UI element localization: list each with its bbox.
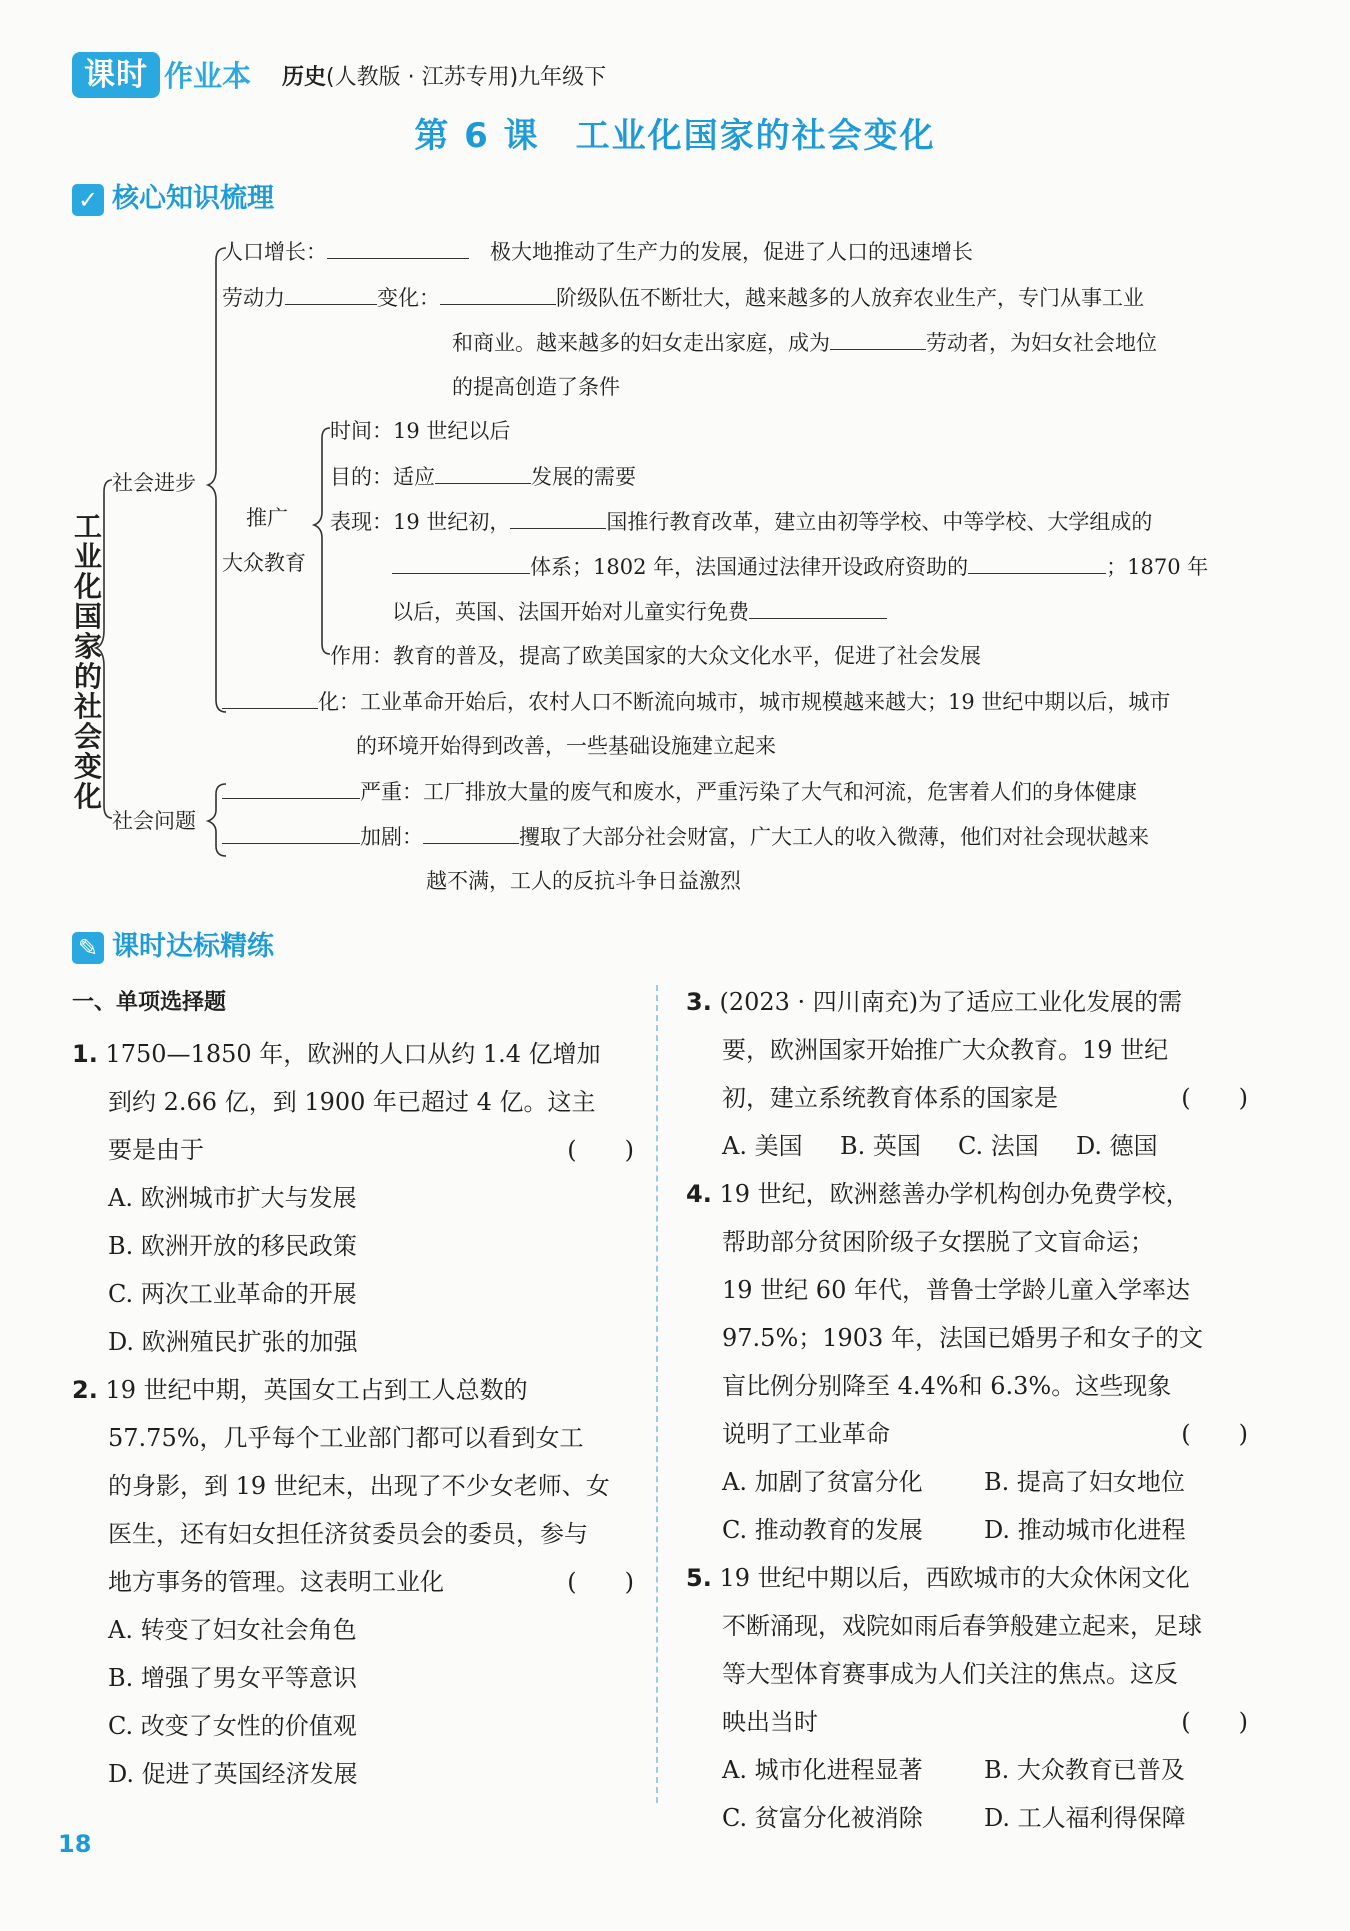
mind-map-braces	[0, 0, 1350, 960]
pencil-icon: ✎	[72, 932, 104, 964]
question-text: 1750—1850 年，欧洲的人口从约 1.4 亿增加	[105, 1040, 601, 1068]
blank	[392, 553, 530, 574]
answer-bracket[interactable]: ( )	[1181, 1420, 1248, 1448]
education-time: 时间：19 世纪以后	[330, 419, 511, 443]
education-show	[330, 508, 1152, 535]
map-population-row	[222, 238, 973, 265]
question-number: 4.	[686, 1180, 712, 1208]
option-d[interactable]: D. 推动城市化进程	[984, 1516, 1186, 1544]
problem-row-2	[222, 823, 1149, 850]
map-labor-row	[222, 284, 1144, 311]
answer-bracket[interactable]: ( )	[1181, 1084, 1248, 1112]
option-d[interactable]: D. 促进了英国经济发展	[108, 1760, 358, 1788]
question-text: 的身影，到 19 世纪末，出现了不少女老师、女	[108, 1472, 610, 1500]
option-c[interactable]: C. 法国	[958, 1132, 1039, 1160]
question-text: 19 世纪中期，英国女工占到工人总数的	[105, 1376, 528, 1404]
labor-text-3: 劳动者，为妇女社会地位	[926, 331, 1157, 355]
urbanization-row-2: 的环境开始得到改善，一些基础设施建立起来	[356, 734, 776, 758]
question-text: 57.75%，几乎每个工业部门都可以看到女工	[108, 1424, 584, 1452]
question-text: 要，欧洲国家开始推广大众教育。19 世纪	[722, 1036, 1169, 1064]
education-show-d: ；1870 年	[1106, 555, 1209, 579]
question-text: 要是由于	[108, 1136, 204, 1164]
blank	[423, 823, 519, 844]
subject-name: 历史	[282, 65, 327, 90]
page-number: 18	[58, 1830, 92, 1858]
education-label-2: 大众教育	[222, 551, 306, 575]
edition-text: (人教版 · 江苏专用)九年级下	[326, 65, 607, 90]
question-4	[686, 1170, 1248, 1554]
question-text: 盲比例分别降至 4.4%和 6.3%。这些现象	[722, 1372, 1172, 1400]
blank	[440, 284, 556, 305]
blank	[749, 598, 887, 619]
option-d[interactable]: D. 欧洲殖民扩张的加强	[108, 1328, 358, 1356]
map-labor-row-2	[452, 329, 1157, 356]
option-a[interactable]: A. 欧洲城市扩大与发展	[108, 1184, 357, 1212]
population-label: 人口增长：	[222, 240, 327, 264]
checkbox-icon: ✓	[72, 184, 104, 216]
section-practice-heading	[72, 924, 274, 964]
logo-suffix: 作业本	[164, 59, 252, 93]
education-show-c: 体系；1802 年，法国通过法律开设政府资助的	[530, 555, 969, 579]
problem-2-a: 加剧：	[360, 825, 423, 849]
question-text: 初，建立系统教育体系的国家是	[722, 1084, 1058, 1112]
education-goal-b: 发展的需要	[531, 465, 636, 489]
progress-brace	[208, 248, 226, 712]
question-2	[72, 1366, 634, 1798]
map-problems-label: 社会问题	[112, 809, 196, 833]
blank	[222, 778, 360, 799]
blank	[510, 508, 606, 529]
question-3	[686, 978, 1248, 1170]
labor-text: 阶级队伍不断壮大，越来越多的人放弃农业生产，专门从事工业	[556, 286, 1144, 310]
option-a[interactable]: A. 美国	[722, 1132, 803, 1160]
question-text: 19 世纪，欧洲慈善办学机构创办免费学校，	[719, 1180, 1190, 1208]
option-c[interactable]: C. 两次工业革命的开展	[108, 1280, 357, 1308]
education-show-2	[392, 553, 1208, 580]
question-5	[686, 1554, 1248, 1842]
question-number: 5.	[686, 1564, 712, 1592]
option-d[interactable]: D. 工人福利得保障	[984, 1804, 1186, 1832]
option-b[interactable]: B. 增强了男女平等意识	[108, 1664, 357, 1692]
option-c[interactable]: C. 推动教育的发展	[722, 1516, 923, 1544]
problem-row-1	[222, 778, 1137, 805]
option-a[interactable]: A. 转变了妇女社会角色	[108, 1616, 357, 1644]
question-text: 地方事务的管理。这表明工业化	[108, 1568, 444, 1596]
question-text: 帮助部分贫困阶级子女摆脱了文盲命运；	[722, 1228, 1154, 1256]
question-text: 19 世纪中期以后，西欧城市的大众休闲文化	[719, 1564, 1190, 1592]
problem-row-3: 越不满，工人的反抗斗争日益激烈	[426, 869, 741, 893]
blank	[327, 238, 469, 259]
question-text: 19 世纪 60 年代，普鲁士学龄儿童入学率达	[722, 1276, 1190, 1304]
option-b[interactable]: B. 大众教育已普及	[984, 1756, 1185, 1784]
answer-bracket[interactable]: ( )	[567, 1568, 634, 1596]
education-show-e: 以后，英国、法国开始对儿童实行免费	[392, 600, 749, 624]
education-goal-a: 目的：适应	[330, 465, 435, 489]
question-text: (2023 · 四川南充)为了适应工业化发展的需	[719, 988, 1183, 1016]
lesson-title: 第 6 课 工业化国家的社会变化	[414, 116, 936, 156]
problem-1-text: 严重：工厂排放大量的废气和废水，严重污染了大气和河流，危害着人们的身体健康	[360, 780, 1137, 804]
question-text: 不断涌现，戏院如雨后春笋般建立起来，足球	[722, 1612, 1202, 1640]
blank	[222, 688, 318, 709]
urbanization-row	[222, 688, 1170, 715]
question-text: 映出当时	[722, 1708, 818, 1736]
urbanization-text: 化：工业革命开始后，农村人口不断流向城市，城市规模越来越大；19 世纪中期以后，城市	[318, 690, 1171, 714]
column-divider	[656, 985, 658, 1803]
question-number: 1.	[72, 1040, 98, 1068]
education-goal	[330, 463, 636, 490]
map-root-title: 工 业 化 国 家 的 社 会 变 化	[73, 510, 102, 813]
option-b[interactable]: B. 英国	[840, 1132, 921, 1160]
question-text: 医生，还有妇女担任济贫委员会的委员，参与	[108, 1520, 588, 1548]
problem-2-b: 攫取了大部分社会财富，广大工人的收入微薄，他们对社会现状越来	[519, 825, 1149, 849]
option-a[interactable]: A. 加剧了贫富分化	[722, 1468, 923, 1496]
map-labor-row-3: 的提高创造了条件	[452, 375, 620, 399]
question-1	[72, 1030, 634, 1366]
option-c[interactable]: C. 改变了女性的价值观	[108, 1712, 357, 1740]
blank	[830, 329, 926, 350]
option-b[interactable]: B. 欧洲开放的移民政策	[108, 1232, 357, 1260]
labor-change: 变化：	[377, 286, 440, 310]
education-label-1: 推广	[246, 506, 288, 530]
question-number: 3.	[686, 988, 712, 1016]
education-show-3	[392, 598, 887, 625]
option-c[interactable]: C. 贫富分化被消除	[722, 1804, 923, 1832]
labor-text-2: 和商业。越来越多的妇女走出家庭，成为	[452, 331, 830, 355]
section-knowledge-title: 核心知识梳理	[112, 183, 274, 214]
question-section-title: 一、单项选择题	[72, 990, 227, 1015]
blank	[285, 284, 377, 305]
labor-label: 劳动力	[222, 286, 285, 310]
question-text: 说明了工业革命	[722, 1420, 890, 1448]
education-effect: 作用：教育的普及，提高了欧美国家的大众文化水平，促进了社会发展	[330, 644, 981, 668]
option-d[interactable]: D. 德国	[1076, 1132, 1158, 1160]
education-brace	[314, 428, 330, 654]
option-a[interactable]: A. 城市化进程显著	[722, 1756, 923, 1784]
section-practice-title: 课时达标精练	[112, 931, 274, 962]
education-show-b: 国推行教育改革，建立由初等学校、中等学校、大学组成的	[606, 510, 1153, 534]
logo: 课时	[72, 52, 160, 98]
answer-bracket[interactable]: ( )	[567, 1136, 634, 1164]
education-show-a: 表现：19 世纪初，	[330, 510, 511, 534]
option-b[interactable]: B. 提高了妇女地位	[984, 1468, 1185, 1496]
blank	[968, 553, 1106, 574]
blank	[435, 463, 531, 484]
blank	[222, 823, 360, 844]
answer-bracket[interactable]: ( )	[1181, 1708, 1248, 1736]
map-progress-label: 社会进步	[112, 471, 196, 495]
population-text: 极大地推动了生产力的发展，促进了人口的迅速增长	[490, 240, 973, 264]
question-text: 97.5%；1903 年，法国已婚男子和女子的文	[722, 1324, 1203, 1352]
question-text: 到约 2.66 亿，到 1900 年已超过 4 亿。这主	[108, 1088, 596, 1116]
question-text: 等大型体育赛事成为人们关注的焦点。这反	[722, 1660, 1178, 1688]
question-number: 2.	[72, 1376, 98, 1404]
